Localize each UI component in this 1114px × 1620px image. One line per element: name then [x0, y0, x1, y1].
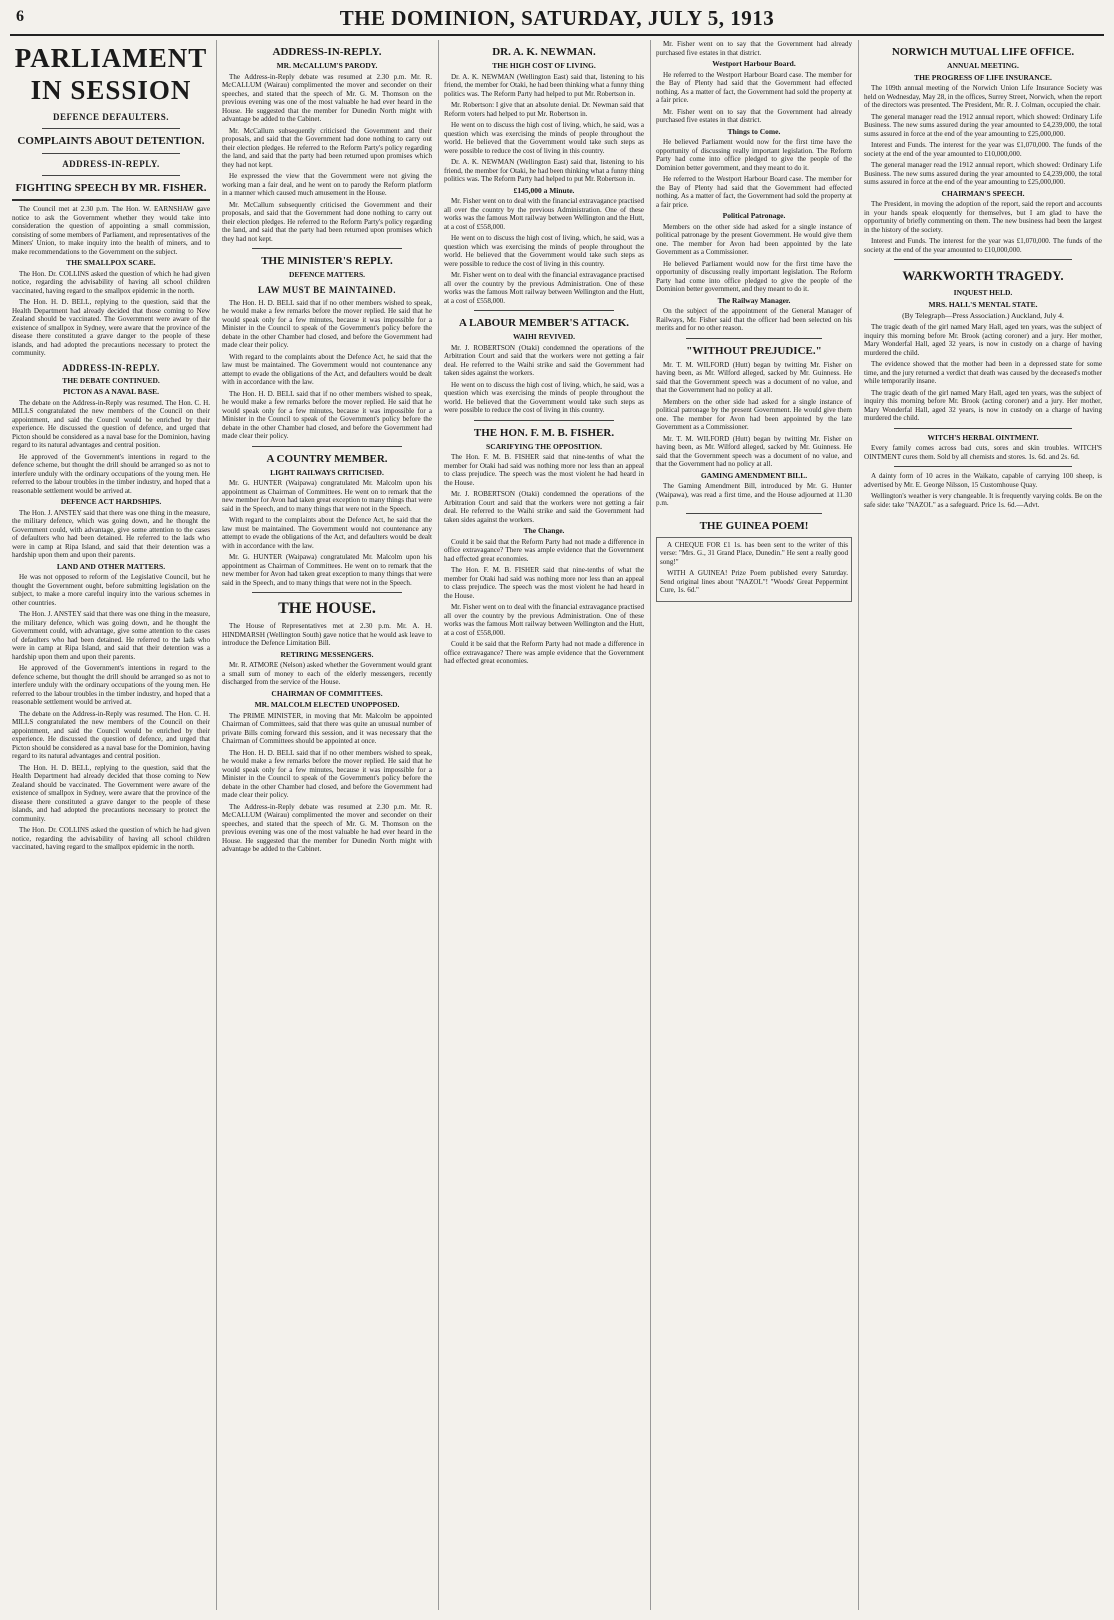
paragraph: The Address-in-Reply debate was resumed at 2.30 p.m. Mr. R. McCALLUM (Wairau) complimented the mover and seconder on their speeches, and stated that the speech of Mr. G. M. Thomson on the previous evening was one of the most valuable he had ever heard in the House. He suggested that the member for Dunedin North might with advantage be added to the Cabinet.: [222, 802, 432, 853]
subhead: MR. McCALLUM'S PARODY.: [276, 61, 378, 70]
paragraph: The Hon. F. M. B. FISHER said that nine-tenths of what the member for Otaki had said was nothing more nor less than an appeal to class prejudice. The speech was the most violent he had heard in the House.: [444, 566, 644, 600]
divider: [252, 446, 402, 447]
paragraph: The President, in moving the adoption of the report, said the report and accounts in your hands speak eloquently for themselves, but I am glad to have the opportunity of briefly commenting on them. The new business had been the largest in the history of the society.: [864, 200, 1102, 234]
paragraph: He went on to discuss the high cost of living, which, he said, was a question which was exercising the minds of people throughout the world. He believed that the Government would take such steps as were possible to reduce the cost of living in this country.: [444, 121, 644, 155]
column-1: [12, 40, 210, 1610]
paragraph: Mr. J. ROBERTSON (Otaki) condemned the operations of the Arbitration Court and said that the workers were not getting a fair deal. He referred to the Waihi strike and said the Government had taken sides against the workers.: [444, 490, 644, 524]
paragraph: The Hon. H. D. BELL, replying to the question, said that the Health Department had already decided that those coming to New Zealand should be vaccinated. The Government were aware of the existence of smallpox in Sydney, were aware that the province of the disease there constituted a grave danger to the people of these islands, and had adopted the precautions necessary to protect the community.: [12, 298, 210, 357]
section-head: THE GUINEA POEM!: [699, 519, 809, 532]
paragraph: The Hon. F. M. B. FISHER said that nine-tenths of what the member for Otaki had said was nothing more nor less than an appeal to class prejudice. The speech was the most violent he had heard in the House.: [444, 453, 644, 487]
subhead: MR. MALCOLM ELECTED UNOPPOSED.: [254, 700, 400, 709]
paragraph: The Hon. H. D. BELL said that if no other members wished to speak, he would make a few remarks before the mover replied. He said that he would speak only for a few minutes, because it was impossible for a Minister in the Council to speak of the Government's policy before the debate in the other Chamber had closed, and before the Government had made clear their policy.: [222, 298, 432, 349]
paragraph: The Hon. J. ANSTEY said that there was one thing in the measure, the military defence, which was going down, and he thought the Government could, with advantage, give some attention to the cases of defaulters who had been detained. He referred to the lads who were in camp at Ripa Island, and said that their detention was a hardship upon them and upon their parents.: [12, 508, 210, 559]
divider: [894, 428, 1072, 429]
paragraph: Members on the other side had asked for a single instance of political patronage by the present Government. He would give them one. The member for Avon had been appointed by the late Government as a Commissioner.: [656, 222, 852, 256]
divider: [474, 420, 614, 421]
section-head: THE HOUSE.: [278, 600, 376, 617]
paragraph: The general manager read the 1912 annual report, which showed: Ordinary Life Business. The new sums assured during the year amounted to £4,239,000, the total sums assured in force at the end of the year amounting to £25,000,000.: [864, 161, 1102, 186]
deck-1: DEFENCE DEFAULTERS.: [52, 112, 170, 122]
section-head: "WITHOUT PREJUDICE.": [686, 344, 822, 357]
paragraph: Mr. McCallum subsequently criticised the Government and their proposals, and said that the Government had done nothing to carry out their election pledges. He referred to the Reform Party's policy regarding the land, and said that the party had been returned upon promises which they had not kept.: [222, 200, 432, 243]
paragraph: The debate on the Address-in-Reply was resumed. The Hon. C. H. MILLS congratulated the new members of the Council on their appointment, and said the Council would be enriched by their experience. He discussed the question of defence, and urged that Picton should be considered as a naval base for the Dominion, having regard to its natural advantages and central position.: [12, 398, 210, 449]
subhead: Political Patronage.: [722, 211, 786, 220]
paragraph: The Council met at 2.30 p.m. The Hon. W. EARNSHAW gave notice to ask the Government whether they would take into consideration the question of appointing a small commission, consisting of some members of Parliament, and representatives of the Miners' Union, to make inquiry into the health of miners, and to make recommendations to the Government on the subject.: [12, 205, 210, 256]
subhead: INQUEST HELD.: [953, 288, 1013, 297]
divider: [42, 128, 180, 129]
paragraph: Could it be said that the Reform Party had not made a difference in office extravagance? There was ample evidence that the Government had effected great economies.: [444, 640, 644, 665]
divider: [894, 259, 1072, 260]
deck-2: COMPLAINTS ABOUT DETENTION.: [17, 135, 205, 147]
paragraph: Mr. G. HUNTER (Waipawa) congratulated Mr. Malcolm upon his appointment as Chairman of Committees. He went on to remark that the new member for Avon had taken great exception to many things that were said in the Speech, and to many things that were not in the Speech.: [222, 479, 432, 513]
divider: [42, 153, 180, 154]
section-head: ADDRESS-IN-REPLY.: [62, 362, 160, 373]
subhead: CHAIRMAN OF COMMITTEES.: [271, 688, 383, 698]
paragraph: With regard to the complaints about the Defence Act, he said that the law must be maintained. The Government would not countenance any attempt to evade the obligations of the Act, and defaulters would be dealt with in accordance with the law.: [222, 516, 432, 550]
paragraph: Mr. Fisher went on to say that the Government had already purchased five estates in that district.: [656, 40, 852, 57]
paragraph: Members on the other side had asked for a single instance of political patronage by the present Government. He would give them one. The member for Avon had been appointed by the late Government as a Commissioner.: [656, 397, 852, 431]
paragraph: Mr. Fisher went on to deal with the financial extravagance practised all over the country by the previous Administration. One of these works was the famous Mott railway between Wellington and the Hutt, at a cost of £558,000.: [444, 197, 644, 231]
paragraph: He believed Parliament would now for the first time have the opportunity of discussing really important legislation. The Reform Party had come into office pledged to give the people of the Dominion better government, and they meant to do it.: [656, 259, 852, 293]
paragraph: Interest and Funds. The interest for the year was £1,070,000. The funds of the society at the end of the year amounted to £10,000,000.: [864, 237, 1102, 254]
divider: [894, 466, 1072, 467]
advert-box: [656, 537, 852, 602]
paragraph: The Hon. Dr. COLLINS asked the question of which he had given notice, regarding the advisability of having all school children vaccinated, having regard to the smallpox epidemic in the north.: [12, 826, 210, 851]
paragraph: He went on to discuss the high cost of living, which, he said, was a question which was exercising the minds of people throughout the world. He believed that the Government would take such steps as were possible to reduce the cost of living in this country.: [444, 380, 644, 414]
divider: [42, 175, 180, 176]
subhead: WAIHI REVIVED.: [512, 332, 576, 341]
section-head: NORWICH MUTUAL LIFE OFFICE.: [891, 46, 1075, 58]
paragraph: Could it be said that the Reform Party had not made a difference in office extravagance? There was ample evidence that the Government had effected great economies.: [444, 537, 644, 563]
paragraph: Interest and Funds. The interest for the year was £1,070,000. The funds of the society at the end of the year amounted to £10,000,000.: [864, 141, 1102, 158]
paragraph: The Hon. J. ANSTEY said that there was one thing in the measure, the military defence, which was going down, and he thought the Government could, with advantage, give some attention to the cases of defaulters who had been detained. He referred to the lads who were in camp at Ripa Island, and said that their detention was a hardship upon them and upon their parents.: [12, 610, 210, 661]
subhead: RETIRING MESSENGERS.: [280, 649, 374, 659]
subhead: SCARIFYING THE OPPOSITION.: [486, 441, 602, 451]
paragraph: The Hon. H. D. BELL said that if no other members wished to speak, he would make a few remarks before the mover replied. He said that he would speak only for a few minutes, because it was impossible for a Minister in the Council to speak of the Government's policy before the debate in the other Chamber had closed, and before the Government had made clear their policy.: [222, 748, 432, 799]
masthead-title: THE DOMINION, SATURDAY, JULY 5, 1913: [339, 6, 775, 30]
subhead: The Railway Manager.: [717, 295, 791, 305]
page-number: 6: [16, 8, 24, 25]
subhead: THE SMALLPOX SCARE.: [66, 258, 156, 267]
section-head: THE HON. F. M. B. FISHER.: [473, 426, 615, 439]
paragraph: He expressed the view that the Government were not giving the working man a fair deal, and he went on to parody the Reform platform in a manner which caused much amusement in the House.: [222, 172, 432, 197]
column-rule: [216, 40, 217, 1610]
paragraph: Mr. Robertson: I give that an absolute denial. Dr. Newman said that Reform voters had helped to put Mr. Robertson in.: [444, 101, 644, 118]
paragraph: A dainty form of 10 acres in the Waikato, capable of carrying 100 sheep, is advertised by Mr. E. George Nilsson, 15 Customhouse Quay.: [864, 472, 1102, 489]
paragraph: The Hon. H. D. BELL said that if no other members wished to speak, he would make a few remarks before the mover replied. He said that he would speak only for a few minutes, because it was impossible for a Minister in the Council to speak of the Government's policy before the debate in the other Chamber had closed, and before the Government had made clear their policy.: [222, 389, 432, 440]
main-headline: PARLIAMENT IN SESSION: [14, 43, 208, 105]
column-4: [656, 40, 852, 1610]
subhead: The Change.: [523, 526, 565, 535]
subhead: GAMING AMENDMENT BILL.: [700, 470, 808, 480]
paragraph: Wellington's weather is very changeable. It is frequently varying colds. Be on the safe side: take "NAZOL" as a safeguard. Price 1s. 6d.—Advt.: [864, 492, 1102, 509]
column-rule: [438, 40, 439, 1610]
deck-3: ADDRESS-IN-REPLY.: [62, 159, 160, 169]
paragraph: Every family comes across bad cuts, sores and skin troubles. WITCH'S OINTMENT cures them. Sold by all chemists and stores. 1s. 6d. and 2s. 6d.: [864, 444, 1102, 461]
paragraph: The tragic death of the girl named Mary Hall, aged ten years, was the subject of inquiry this morning before Mr. Brook (acting coroner) and a jury. Her mother, Mary Wonderfal Hall, aged 32 years, is now in custody on a charge of having murdered the child.: [864, 388, 1102, 422]
paragraph: He was not opposed to reform of the Legislative Council, but he thought the Government ought, before submitting legislation on the subject, to make a more careful inquiry into the various schemes in other countries.: [12, 573, 210, 607]
rule: [12, 199, 210, 201]
paragraph: Mr. Fisher went on to deal with the financial extravagance practised all over the country by the previous Administration. One of these works was the famous Mott railway between Wellington and the Hutt, at a cost of £558,000.: [444, 271, 644, 305]
paragraph: The 109th annual meeting of the Norwich Union Life Insurance Society was held on Wednesday, May 28, in the offices, Surrey Street, Norwich, when the report of the directors was presented. The President, Mr. R. J. Colman, occupied the chair.: [864, 84, 1102, 109]
paragraph: The PRIME MINISTER, in moving that Mr. Malcolm be appointed Chairman of Committees, said that there was quite an unusual number of private Bills coming forward this session, and it was necessary that the Chairman of Committees should be appointed at once.: [222, 711, 432, 745]
subhead: PICTON AS A NAVAL BASE.: [62, 387, 160, 396]
paragraph: He referred to the Westport Harbour Board case. The member for the Bay of Plenty had said that the Government had effected nothing. As a matter of fact, the Government had sold the property at a fair price.: [656, 70, 852, 104]
section-head: A COUNTRY MEMBER.: [266, 452, 388, 465]
subhead: £145,000 a Minute.: [513, 185, 575, 195]
section-head: LAW MUST BE MAINTAINED.: [257, 284, 397, 295]
paragraph: The Hon. Dr. COLLINS asked the question of which he had given notice, regarding the advisability of having all school children vaccinated, having regard to the smallpox epidemic in the north.: [12, 269, 210, 295]
paragraph: Mr. Fisher went on to say that the Government had already purchased five estates in that district.: [656, 107, 852, 124]
paragraph: With regard to the complaints about the Defence Act, he said that the law must be maintained. The Government would not countenance any attempt to evade the obligations of the Act, and defaulters would be dealt with in accordance with the law.: [222, 352, 432, 386]
subhead: LIGHT RAILWAYS CRITICISED.: [270, 467, 384, 477]
masthead: [10, 6, 1104, 36]
paragraph: On the subject of the appointment of the General Manager of Railways, Mr. Fisher said that the officer had been selected on his merits and for no other reason.: [656, 307, 852, 332]
paragraph: The Address-in-Reply debate was resumed at 2.30 p.m. Mr. R. McCALLUM (Wairau) complimented the mover and seconder on their speeches, and stated that the speech of Mr. G. M. Thomson on the previous evening was one of the most valuable he had ever heard in the House. He suggested that the member for Dunedin North might with advantage be added to the Cabinet.: [222, 72, 432, 123]
paragraph: Mr. R. ATMORE (Nelson) asked whether the Government would grant a small sum of money to each of the elderly messengers, recently discharged from the service of the House.: [222, 661, 432, 686]
paragraph: The tragic death of the girl named Mary Hall, aged ten years, was the subject of inquiry this morning before Mr. Brook (acting coroner) and a jury. Her mother, Mary Wonderfal Hall, aged 32 years, is now in custody on a charge of having murdered the child.: [864, 323, 1102, 357]
divider: [474, 310, 614, 311]
column-3: [444, 40, 644, 1610]
paragraph: The Hon. H. D. BELL, replying to the question, said that the Health Department had already decided that those coming to New Zealand should be vaccinated. The Government were aware of the existence of smallpox in Sydney, were aware that the province of the disease there constituted a grave danger to the people of these islands, and had adopted the precautions necessary to protect the community.: [12, 763, 210, 823]
subhead: DEFENCE ACT HARDSHIPS.: [60, 497, 162, 506]
divider: [252, 248, 402, 249]
divider: [686, 338, 822, 339]
subhead: THE PROGRESS OF LIFE INSURANCE.: [914, 72, 1052, 82]
section-head: A LABOUR MEMBER'S ATTACK.: [458, 317, 630, 329]
paragraph: WITH A GUINEA! Prize Poem published every Saturday. Send original lines about "NAZOL"! "Woods' Great Peppermint Cure, 1s. 6d.": [660, 569, 848, 594]
paragraph: Mr. T. M. WILFORD (Hutt) began by twitting Mr. Fisher on having been, as Mr. Wilford alleged, sacked by Mr. Guinness. He said that the Government speech was a document of no value, and that the Government had no policy at all.: [656, 434, 852, 468]
paragraph: He referred to the Westport Harbour Board case. The member for the Bay of Plenty had said that the Government had effected nothing. As a matter of fact, the Government had sold the property at a fair price.: [656, 175, 852, 209]
paragraph: He approved of the Government's intentions in regard to the defence scheme, but thought the drill should be arranged so as not to interfere unduly with the ordinary occupations of the young men. He referred to the labour troubles in the timber industry, and hoped that a reasonable settlement would be arrived at.: [12, 452, 210, 495]
paragraph: The evidence showed that the mother had been in a depressed state for some time, and the jury returned a verdict that death was caused by the deceased's mother while temporarily insane.: [864, 360, 1102, 385]
paragraph: He went on to discuss the high cost of living, which, he said, was a question which was exercising the minds of people throughout the world. He believed that the Government would take such steps as were possible to reduce the cost of living in this country.: [444, 234, 644, 268]
dateline: (By Telegraph—Press Association.) Auckland, July 4.: [902, 311, 1064, 320]
paragraph: Mr. McCallum subsequently criticised the Government and their proposals, and said that the Government had done nothing to carry out their election pledges. He referred to the Reform Party's policy regarding the land, and said that the party had been returned upon promises which they had not kept.: [222, 126, 432, 169]
paragraph: The general manager read the 1912 annual report, which showed: Ordinary Life Business. The new sums assured during the year amounted to £4,239,000, the total sums assured in force at the end of the year amounting to £25,000,000.: [864, 112, 1102, 138]
section-head: WITCH'S HERBAL OINTMENT.: [927, 432, 1039, 442]
divider: [252, 592, 402, 593]
deck-4: FIGHTING SPEECH BY MR. FISHER.: [15, 182, 207, 194]
column-rule: [858, 40, 859, 1610]
paragraph: A CHEQUE FOR £1 1s. has been sent to the writer of this verse: "Mrs. G., 31 Grand Place, Dunedin." He sent a really good song!": [660, 540, 848, 566]
paragraph: Mr. T. M. WILFORD (Hutt) began by twitting Mr. Fisher on having been, as Mr. Wilford alleged, sacked by Mr. Guinness. He said that the Government speech was a document of no value, and that the Government had no policy at all.: [656, 360, 852, 394]
column-rule: [650, 40, 651, 1610]
columns: [12, 40, 1102, 1610]
column-2: [222, 40, 432, 1610]
subhead: MRS. HALL'S MENTAL STATE.: [928, 299, 1038, 309]
section-head: DR. A. K. NEWMAN.: [492, 46, 596, 58]
section-head: ADDRESS-IN-REPLY.: [272, 46, 382, 58]
subhead: THE DEBATE CONTINUED.: [62, 375, 160, 385]
subhead: DEFENCE MATTERS.: [288, 270, 366, 279]
subhead: Westport Harbour Board.: [712, 59, 796, 68]
paragraph: He believed Parliament would now for the first time have the opportunity of discussing really important legislation. The Reform Party had come into office pledged to give the people of the Dominion better government, and they meant to do it.: [656, 138, 852, 172]
paragraph: Mr. Fisher went on to deal with the financial extravagance practised all over the country by the previous Administration. One of these works was the famous Mott railway between Wellington and the Hutt, at a cost of £558,000.: [444, 603, 644, 637]
subhead: THE HIGH COST OF LIVING.: [492, 61, 596, 70]
subhead: Things to Come.: [727, 126, 781, 136]
paragraph: Dr. A. K. NEWMAN (Wellington East) said that, listening to his friend, the member for Otaki, he had been thinking what a funny thing politics was. The Reform Party had helped to put Mr. Robertson in.: [444, 72, 644, 98]
paragraph: He approved of the Government's intentions in regard to the defence scheme, but thought the drill should be arranged so as not to interfere unduly with the ordinary occupations of the young men. He referred to the labour troubles in the timber industry, and hoped that a reasonable settlement would be arrived at.: [12, 664, 210, 706]
paragraph: Dr. A. K. NEWMAN (Wellington East) said that, listening to his friend, the member for Otaki, he had been thinking what a funny thing politics was. The Reform Party had helped to put Mr. Robertson in.: [444, 158, 644, 183]
paragraph: Mr. J. ROBERTSON (Otaki) condemned the operations of the Arbitration Court and said that the workers were not getting a fair deal. He referred to the Waihi strike and said the Government had taken sides against the workers.: [444, 343, 644, 377]
paragraph: The Gaming Amendment Bill, introduced by Mr. G. Hunter (Waipawa), was read a first time, and the House adjourned at 11.30 p.m.: [656, 482, 852, 507]
subhead: ANNUAL MEETING.: [947, 61, 1019, 70]
divider: [686, 513, 822, 514]
column-5: [864, 40, 1102, 1610]
section-head: WARKWORTH TRAGEDY.: [902, 268, 1064, 283]
paragraph: Mr. G. HUNTER (Waipawa) congratulated Mr. Malcolm upon his appointment as Chairman of Committees. He went on to remark that the new member for Avon had taken great exception to many things that were said in the Speech, and to many things that were not in the Speech.: [222, 553, 432, 587]
subhead: LAND AND OTHER MATTERS.: [56, 561, 166, 571]
paragraph: The debate on the Address-in-Reply was resumed. The Hon. C. H. MILLS congratulated the new members of the Council on their appointment, and said the Council would be enriched by their experience. He discussed the question of defence, and urged that Picton should be considered as a naval base for the Dominion, having regard to its natural advantages and central position.: [12, 709, 210, 760]
section-head: THE MINISTER'S REPLY.: [261, 255, 393, 267]
subhead: CHAIRMAN'S SPEECH.: [941, 188, 1025, 198]
paragraph: The House of Representatives met at 2.30 p.m. Mr. A. H. HINDMARSH (Wellington South) gave notice that he would ask leave to introduce the Defence Limitation Bill.: [222, 622, 432, 647]
